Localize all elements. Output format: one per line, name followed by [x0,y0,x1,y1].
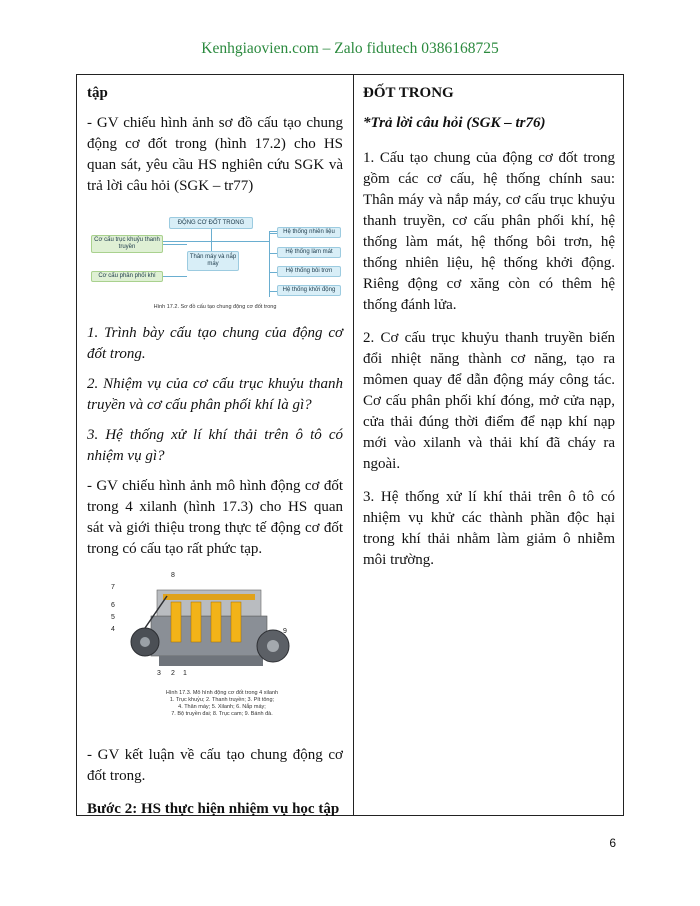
engine-label-8: 8 [171,572,175,579]
diagram-engine-block-box: Thân máy và nắp máy [187,251,239,271]
teacher-instruction-1: - GV chiếu hình ảnh sơ đồ cấu tạo chung động cơ đốt trong (hình 17.2) cho HS quan sát, yêu cầu HS nghiên cứu SGK và trả lời câu hỏi (SGK – tr77) [87,115,343,194]
diagram-fuel-box: Hệ thống nhiên liệu [277,227,341,238]
engine-label-5: 5 [111,614,115,621]
student-answer-column [354,75,625,571]
engine-caption-line1: 1. Trục khuỷu; 2. Thanh truyền; 3. Pít tông; [169,697,275,703]
engine-label-2: 2 [171,670,175,677]
engine-label-7: 7 [111,584,115,591]
diagram-cooling-box: Hệ thống làm mát [277,247,341,258]
diagram-root: ĐỘNG CƠ ĐỐT TRONG [169,217,253,229]
left-heading: tập [87,85,108,101]
diagram-lubrication-box: Hệ thống bôi trơn [277,266,341,277]
answer-2: 2. Cơ cấu trục khuỷu thanh truyền biến đổi nhiệt năng thành cơ năng, tạo ra mômen quay để dẫn động máy công tác. Cơ cấu phân phối khí đóng, mở cửa nạp, cửa thải đúng thời điểm để nạp khí nạp mới vào xilanh và thải khí đã cháy ra ngoài. [363,330,615,472]
diagram-caption: Hình 17.2. Sơ đồ cấu tạo chung động cơ đốt trong [153,304,277,310]
step-2-heading: Bước 2: HS thực hiện nhiệm vụ học tập [87,801,340,817]
answer-3: 3. Hệ thống xử lí khí thải trên ô tô có nhiệm vụ khử các thành phần độc hại trong khí thải nhằm làm giảm ô nhiễm môi trường. [363,489,615,568]
engine-label-3: 3 [157,670,161,677]
engine-structure-diagram [87,211,343,309]
engine-caption-line3: 7. Bộ truyền đai; 8. Trục cam; 9. Bánh đà. [171,711,273,717]
lesson-table [76,74,624,816]
engine-label-6: 6 [111,602,115,609]
teacher-conclusion: - GV kết luận về cấu tạo chung động cơ đốt trong. [87,747,343,784]
right-heading: ĐỐT TRONG [363,85,454,101]
question-1: 1. Trình bày cấu tạo chung của động cơ đốt trong. [87,325,343,362]
diagram-starter-box: Hệ thống khởi động [277,285,341,296]
engine-model-figure [87,572,343,736]
page-number: 6 [609,836,616,850]
engine-label-9: 9 [283,628,287,635]
engine-label-1: 1 [183,670,187,677]
engine-caption-title: Hình 17.3. Mô hình động cơ đốt trong 4 xilanh [165,690,279,696]
answer-1: 1. Cấu tạo chung của động cơ đốt trong gồm các cơ cấu, hệ thống chính sau: Thân máy và nắp máy, cơ cấu trục khuỷu thanh truyền, cơ cấu phân phối khí, hệ thống làm mát, hệ thống bôi trơn, hệ thống nhiên liệu, hệ thống khởi động. Riêng động cơ xăng còn có thêm hệ thống đánh lửa. [363,150,615,313]
diagram-valve-box: Cơ cấu phân phối khí [91,271,163,282]
question-2: 2. Nhiệm vụ của cơ cấu trục khuỷu thanh truyền và cơ cấu phân phối khí là gì? [87,376,343,413]
engine-label-4: 4 [111,626,115,633]
teacher-instruction-2: - GV chiếu hình ảnh mô hình động cơ đốt trong 4 xilanh (hình 17.3) cho HS quan sát và giới thiệu trong thực tế động cơ đốt trong có cấu tạo rất phức tạp. [87,478,343,557]
answer-subheading: *Trả lời câu hỏi (SGK – tr76) [363,115,546,131]
engine-illustration [87,572,343,690]
engine-caption [147,690,297,718]
diagram-crankshaft-box: Cơ cấu trục khuỷu thanh truyền [91,235,163,253]
engine-caption-line2: 4. Thân máy; 5. Xilanh; 6. Nắp máy; [178,704,266,710]
question-3: 3. Hệ thống xử lí khí thải trên ô tô có nhiệm vụ gì? [87,427,343,464]
page-header: Kenhgiaovien.com – Zalo fidutech 0386168725 [201,40,499,57]
teacher-activity-column [77,75,353,820]
